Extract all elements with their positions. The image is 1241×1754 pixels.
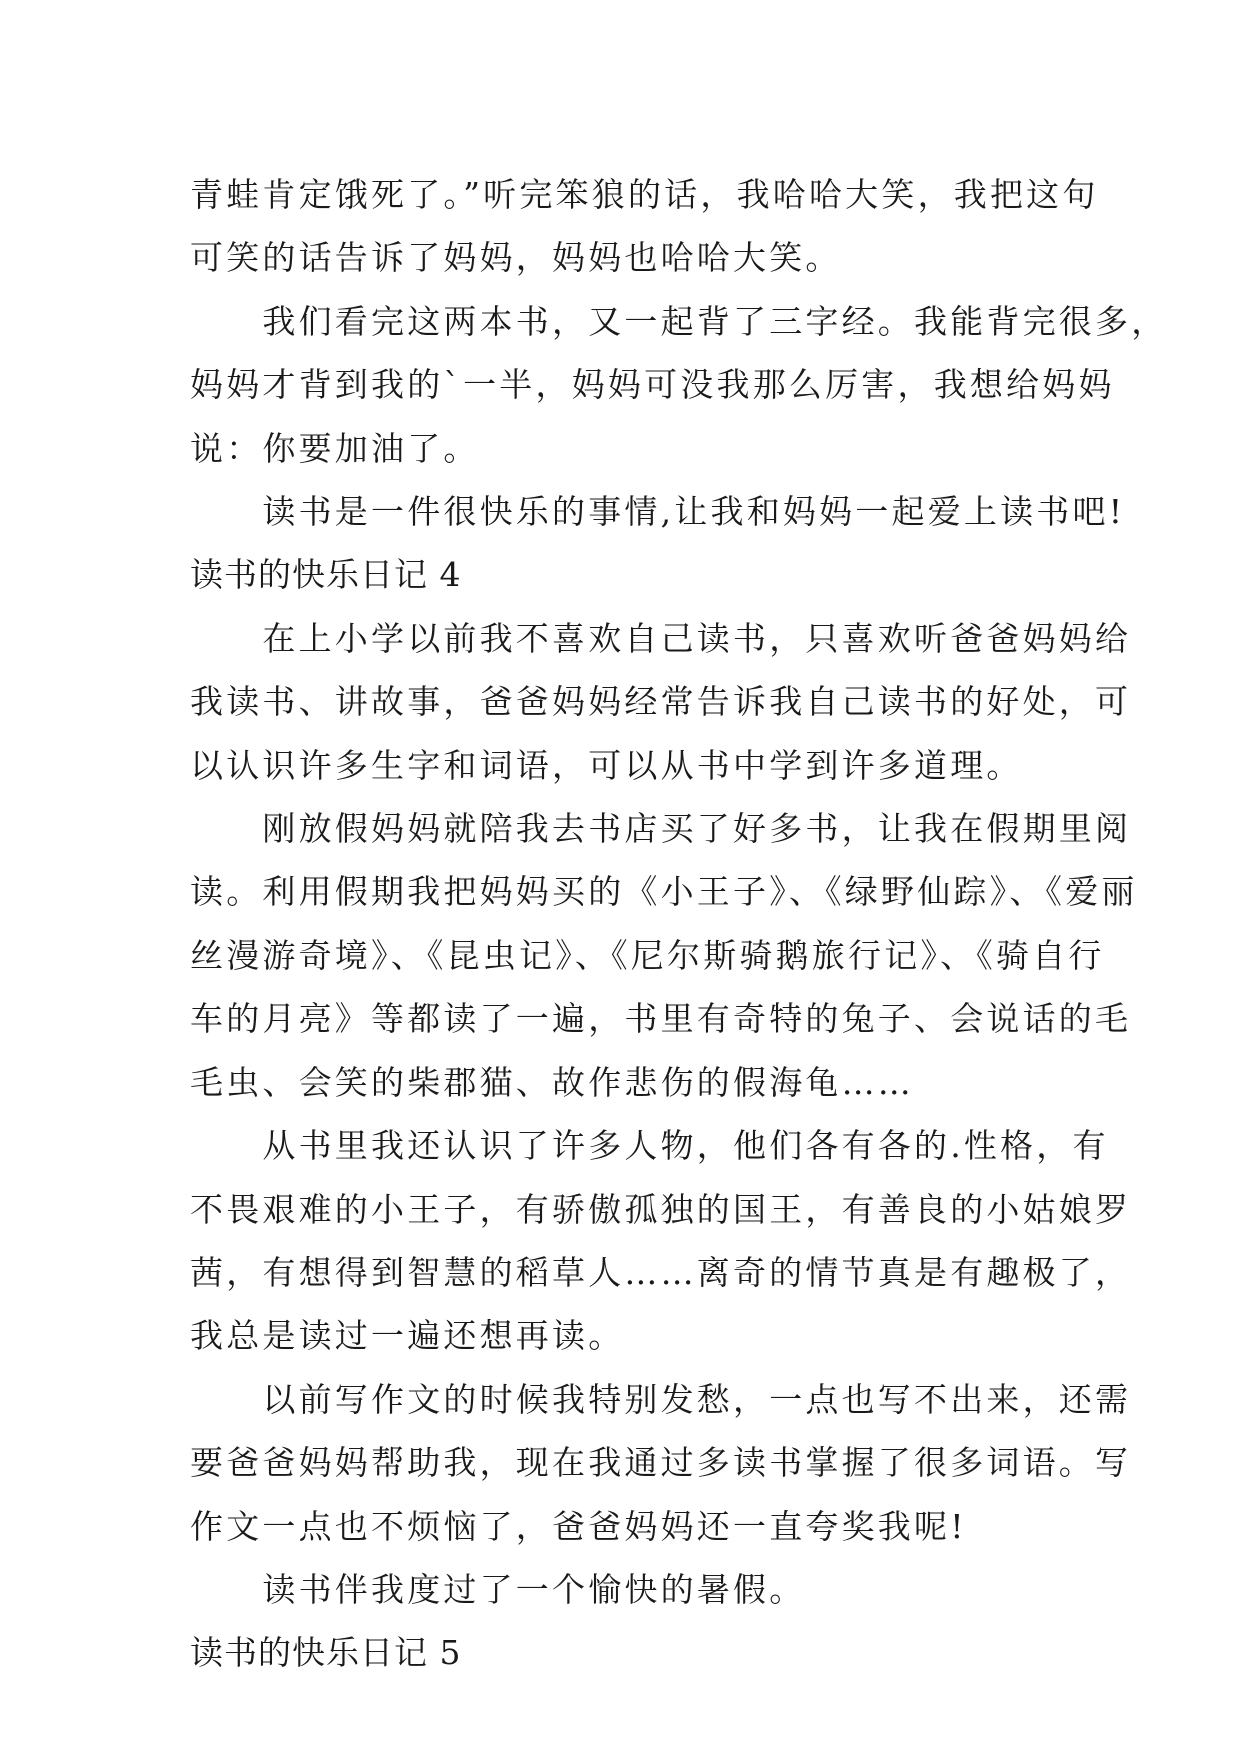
text-line: 从书里我还认识了许多人物，他们各有各的.性格，有 (190, 1126, 1109, 1166)
text-line: 读书伴我度过了一个愉快的暑假。 (190, 1569, 806, 1609)
text-line: 可笑的话告诉了妈妈，妈妈也哈哈大笑。 (190, 238, 842, 278)
text-line: 我总是读过一遍还想再读。 (190, 1316, 625, 1356)
document-body (190, 163, 1168, 1685)
text-line: 我读书、讲故事，爸爸妈妈经常告诉我自己读书的好处，可 (190, 682, 1132, 722)
text-line: 不畏艰难的小王子，有骄傲孤独的国王，有善良的小姑娘罗 (190, 1189, 1132, 1229)
text-line: 车的月亮》等都读了一遍，书里有奇特的兔子、会说话的毛 (190, 999, 1132, 1039)
section-heading: 读书的快乐日记 4 (190, 555, 462, 595)
text-line: 读。利用假期我把妈妈买的《小王子》、《绿野仙踪》、《爱丽 (190, 872, 1138, 912)
text-line: 刚放假妈妈就陪我去书店买了好多书，让我在假期里阅 (190, 809, 1132, 849)
text-line: 读书是一件很快乐的事情,让我和妈妈一起爱上读书吧! (190, 492, 1126, 532)
text-line: 以认识许多生字和词语，可以从书中学到许多道理。 (190, 745, 1023, 785)
text-line: 说：你要加油了。 (190, 428, 480, 468)
section-heading: 读书的快乐日记 5 (190, 1633, 462, 1673)
text-line: 妈妈才背到我的`一半，妈妈可没我那么厉害，我想给妈妈 (190, 365, 1115, 405)
text-line: 作文一点也不烦恼了，爸爸妈妈还一直夸奖我呢! (190, 1506, 967, 1546)
text-line: 我们看完这两本书，又一起背了三字经。我能背完很多， (190, 301, 1168, 341)
text-line: 丝漫游奇境》、《昆虫记》、《尼尔斯骑鹅旅行记》、《骑自行 (190, 935, 1105, 975)
text-line: 要爸爸妈妈帮助我，现在我通过多读书掌握了很多词语。写 (190, 1443, 1132, 1483)
text-line: 茜，有想得到智慧的稻草人……离奇的情节真是有趣极了， (190, 1252, 1132, 1292)
text-line: 毛虫、会笑的柴郡猫、故作悲伤的假海龟…… (190, 1062, 914, 1102)
text-line: 青蛙肯定饿死了。”听完笨狼的话，我哈哈大笑，我把这句 (190, 175, 1099, 214)
text-line: 以前写作文的时候我特别发愁，一点也写不出来，还需 (190, 1379, 1132, 1419)
text-line: 在上小学以前我不喜欢自己读书，只喜欢听爸爸妈妈给 (190, 618, 1132, 658)
